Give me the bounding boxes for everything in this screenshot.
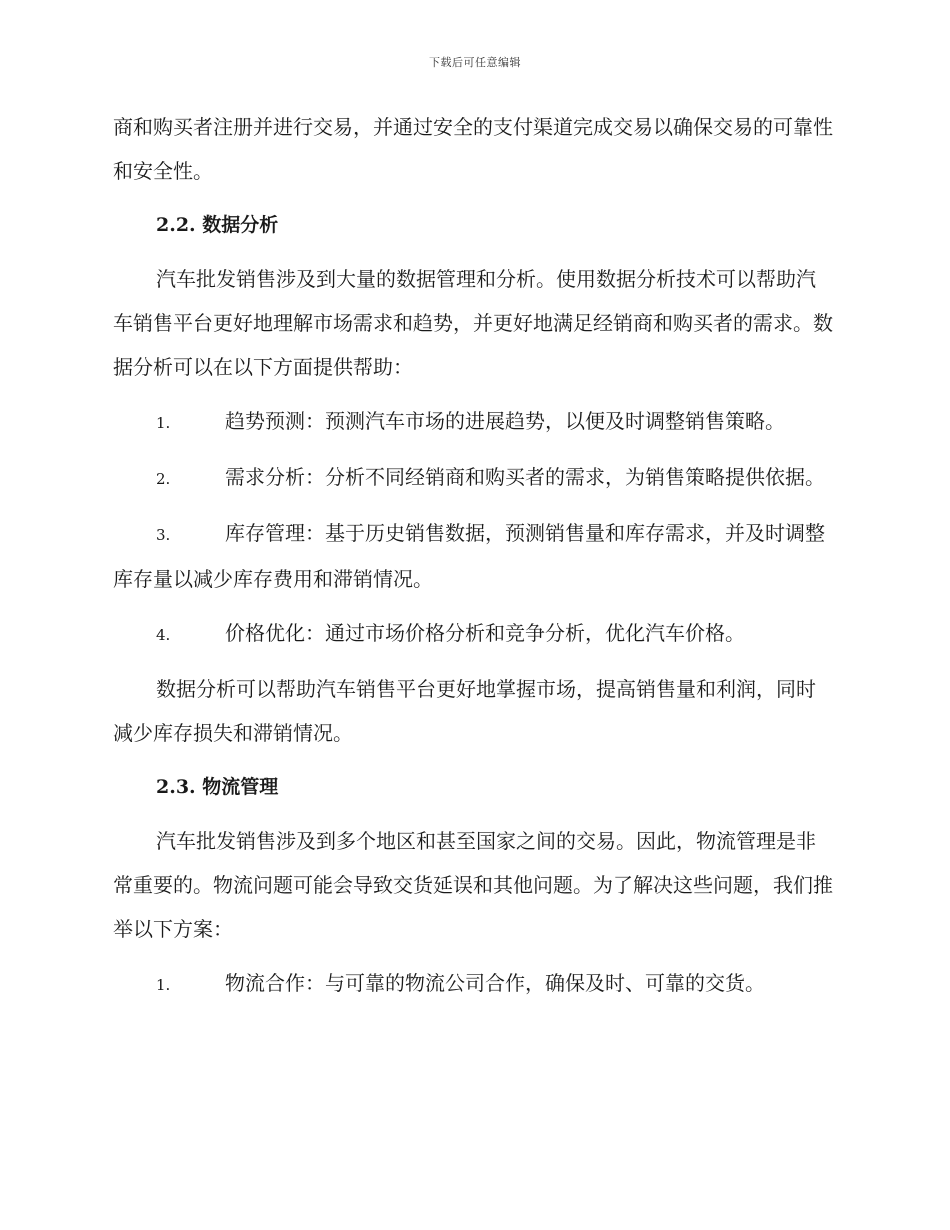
- section-heading-data-analysis: 2.2. 数据分析: [156, 214, 279, 236]
- list-item: [113, 399, 835, 445]
- document-body: [113, 105, 835, 1007]
- paragraph-continuation: 商和购买者注册并进行交易，并通过安全的支付渠道完成交易以确保交易的可靠性和安全性。: [113, 115, 833, 183]
- list-item-number: 2.: [156, 470, 171, 488]
- paragraph-data-analysis-intro: 汽车批发销售涉及到大量的数据管理和分析。使用数据分析技术可以帮助汽车销售平台更好地理解市场需求和趋势，并更好地满足经销商和购买者的需求。数据分析可以在以下方面提供帮助：: [113, 267, 833, 379]
- list-item-number: 1.: [156, 414, 171, 432]
- list-item-number: 4.: [156, 626, 171, 644]
- list-item: [113, 611, 835, 657]
- list-item-text: 趋势预测：预测汽车市场的进展趋势，以便及时调整销售策略。: [225, 409, 785, 433]
- list-item: [113, 511, 835, 601]
- section-heading-logistics: 2.3. 物流管理: [156, 776, 279, 798]
- list-item: [113, 455, 835, 501]
- list-item-text: 价格优化：通过市场价格分析和竞争分析，优化汽车价格。: [225, 621, 745, 645]
- header-note: 下载后可任意编辑: [429, 56, 521, 69]
- list-item-number: 3.: [156, 526, 171, 544]
- list-item-text: 库存管理：基于历史销售数据，预测销售量和库存需求，并及时调整库存量以减少库存费用和滞销情况。: [113, 521, 825, 591]
- list-item: [113, 961, 835, 1007]
- paragraph-data-analysis-conclusion: 数据分析可以帮助汽车销售平台更好地掌握市场，提高销售量和利润，同时减少库存损失和滞销情况。: [113, 677, 816, 745]
- list-item-text: 物流合作：与可靠的物流公司合作，确保及时、可靠的交货。: [225, 971, 765, 995]
- paragraph-logistics-intro: 汽车批发销售涉及到多个地区和甚至国家之间的交易。因此，物流管理是非常重要的。物流问题可能会导致交货延误和其他问题。为了解决这些问题，我们推举以下方案：: [113, 829, 833, 941]
- list-item-text: 需求分析：分析不同经销商和购买者的需求，为销售策略提供依据。: [225, 465, 825, 489]
- list-item-number: 1.: [156, 976, 171, 994]
